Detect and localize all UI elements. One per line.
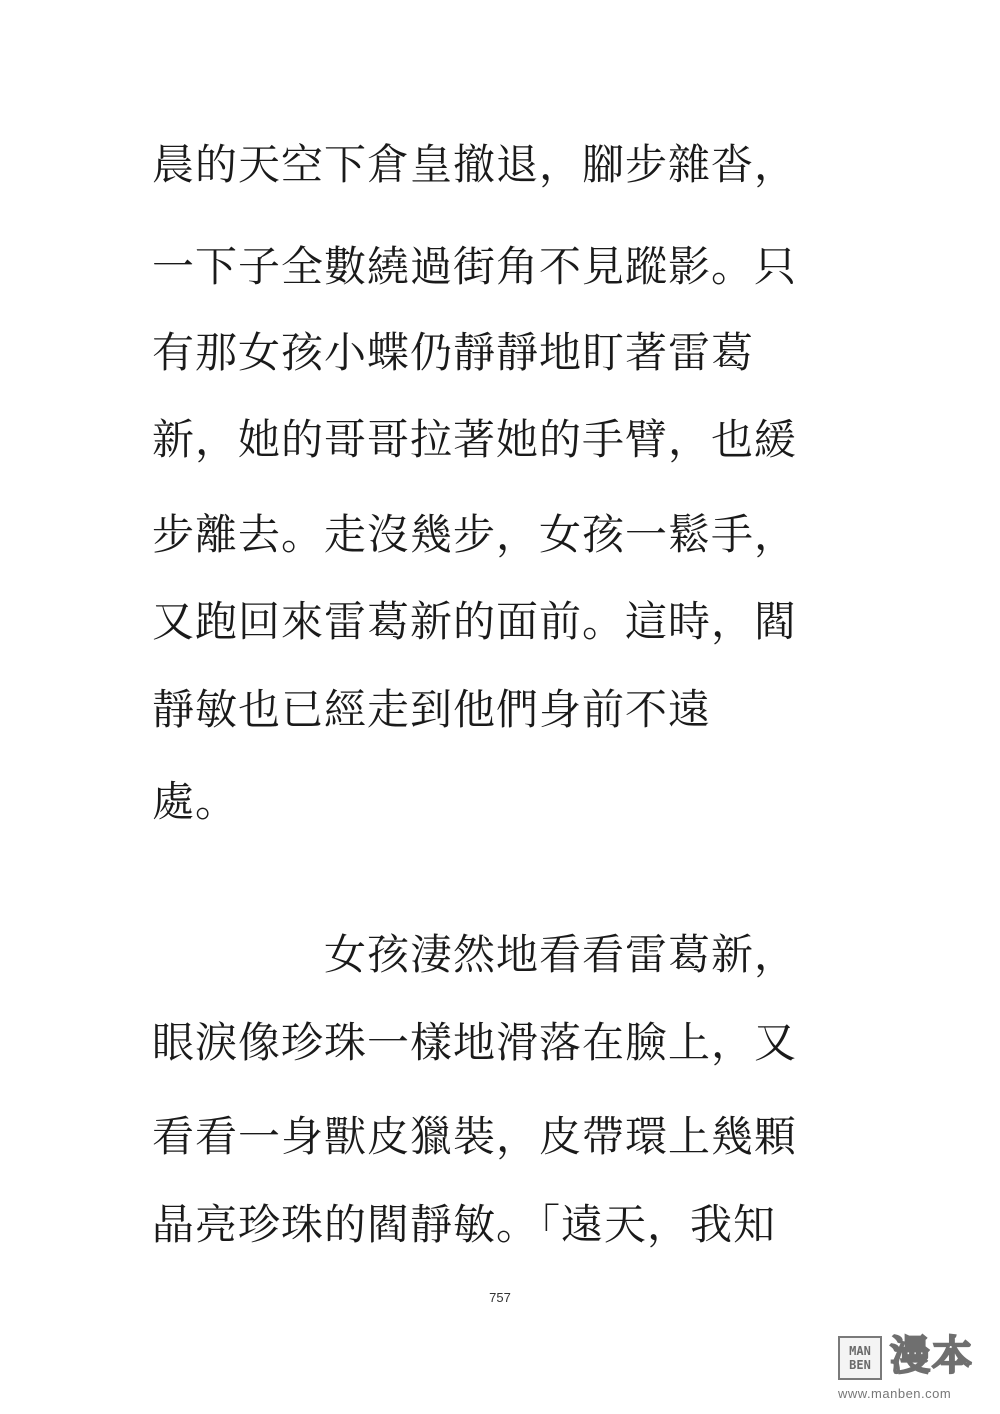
- watermark-url: www.manben.com: [838, 1386, 952, 1401]
- text-line: 處。: [152, 777, 239, 826]
- watermark: [838, 1333, 988, 1406]
- watermark-logo-icon: [838, 1336, 882, 1380]
- watermark-logo-bottom: BEN: [849, 1358, 871, 1372]
- text-line: 晨的天空下倉皇撤退，腳步雜沓，: [152, 140, 798, 189]
- text-line: 看看一身獸皮獵裝，皮帶環上幾顆: [152, 1112, 798, 1161]
- watermark-title: 漫本: [890, 1333, 974, 1379]
- text-line: 女孩淒然地看看雷葛新，: [152, 930, 798, 979]
- text-line: 一下子全數繞過街角不見蹤影。只: [152, 242, 798, 291]
- watermark-logo-top: MAN: [849, 1344, 871, 1358]
- text-line: 晶亮珍珠的閻靜敏。「遠天，我知: [152, 1200, 777, 1249]
- text-line: 靜敏也已經走到他們身前不遠: [152, 685, 712, 734]
- text-line: 步離去。走沒幾步，女孩一鬆手，: [152, 510, 798, 559]
- text-line: 有那女孩小蝶仍靜靜地盯著雷葛: [152, 328, 755, 377]
- page-number: 757: [489, 1290, 511, 1305]
- text-line: 又跑回來雷葛新的面前。這時，閻: [152, 597, 798, 646]
- text-line: 新，她的哥哥拉著她的手臂，也緩: [152, 415, 798, 464]
- text-line: 眼淚像珍珠一樣地滑落在臉上，又: [152, 1018, 798, 1067]
